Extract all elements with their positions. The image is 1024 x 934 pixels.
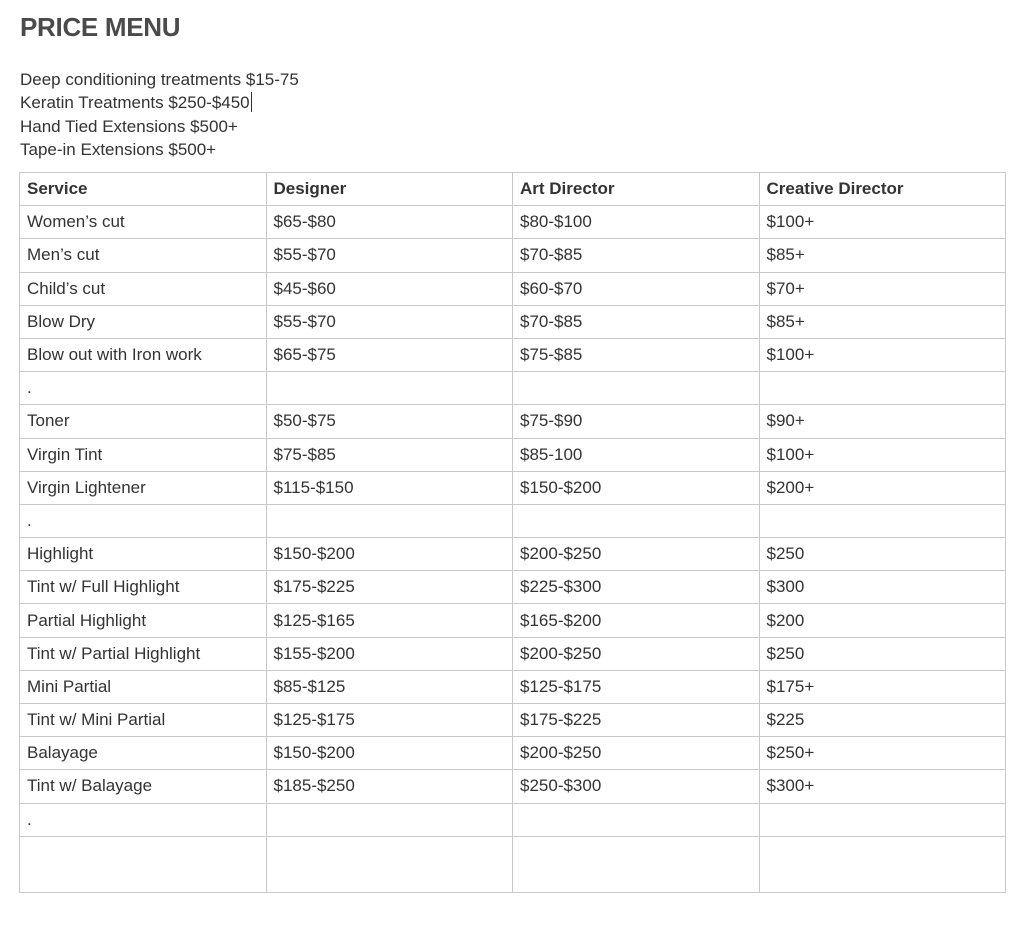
table-row <box>20 637 1006 670</box>
table-row <box>20 272 1006 305</box>
service-cell[interactable]: Mini Partial <box>20 670 267 703</box>
service-cell[interactable]: . <box>20 372 267 405</box>
service-cell[interactable]: . <box>20 504 267 537</box>
creative-director-price-cell[interactable] <box>759 372 1006 405</box>
art-director-price-cell[interactable]: $200-$250 <box>513 637 760 670</box>
table-row <box>20 239 1006 272</box>
art-director-price-cell[interactable]: $200-$250 <box>513 538 760 571</box>
designer-price-cell[interactable]: $150-$200 <box>266 538 513 571</box>
column-header-service[interactable]: Service <box>20 173 267 206</box>
table-row <box>20 836 1006 892</box>
service-cell[interactable]: Tint w/ Full Highlight <box>20 571 267 604</box>
table-row <box>20 770 1006 803</box>
art-director-price-cell[interactable]: $80-$100 <box>513 206 760 239</box>
creative-director-price-cell[interactable]: $70+ <box>759 272 1006 305</box>
table-header-row <box>20 173 1006 206</box>
service-cell[interactable]: Tint w/ Partial Highlight <box>20 637 267 670</box>
table-row <box>20 438 1006 471</box>
table-row <box>20 372 1006 405</box>
column-header-creative-director[interactable]: Creative Director <box>759 173 1006 206</box>
table-row <box>20 504 1006 537</box>
creative-director-price-cell[interactable] <box>759 504 1006 537</box>
table-row <box>20 405 1006 438</box>
designer-price-cell[interactable]: $155-$200 <box>266 637 513 670</box>
table-row <box>20 471 1006 504</box>
table-body <box>20 206 1006 893</box>
table-row <box>20 604 1006 637</box>
art-director-price-cell[interactable] <box>513 836 760 892</box>
service-cell[interactable]: Highlight <box>20 538 267 571</box>
service-cell[interactable]: Balayage <box>20 737 267 770</box>
table-row <box>20 538 1006 571</box>
page-title: PRICE MENU <box>20 12 181 42</box>
art-director-price-cell[interactable]: $70-$85 <box>513 305 760 338</box>
service-cell[interactable]: Women’s cut <box>20 206 267 239</box>
service-cell[interactable]: Blow out with Iron work <box>20 338 267 371</box>
designer-price-cell[interactable]: $55-$70 <box>266 239 513 272</box>
creative-director-price-cell[interactable] <box>759 803 1006 836</box>
creative-director-price-cell[interactable]: $300 <box>759 571 1006 604</box>
art-director-price-cell[interactable]: $60-$70 <box>513 272 760 305</box>
art-director-price-cell[interactable] <box>513 372 760 405</box>
designer-price-cell[interactable]: $50-$75 <box>266 405 513 438</box>
creative-director-price-cell[interactable]: $100+ <box>759 338 1006 371</box>
service-cell[interactable]: Blow Dry <box>20 305 267 338</box>
art-director-price-cell[interactable] <box>513 504 760 537</box>
designer-price-cell[interactable]: $125-$165 <box>266 604 513 637</box>
service-cell[interactable]: Child’s cut <box>20 272 267 305</box>
creative-director-price-cell[interactable]: $175+ <box>759 670 1006 703</box>
text-cursor <box>251 92 252 112</box>
art-director-price-cell[interactable]: $70-$85 <box>513 239 760 272</box>
table-row <box>20 803 1006 836</box>
designer-price-cell[interactable]: $75-$85 <box>266 438 513 471</box>
service-cell[interactable]: Toner <box>20 405 267 438</box>
designer-price-cell[interactable]: $65-$75 <box>266 338 513 371</box>
creative-director-price-cell[interactable]: $250 <box>759 538 1006 571</box>
art-director-price-cell[interactable] <box>513 803 760 836</box>
art-director-price-cell[interactable]: $125-$175 <box>513 670 760 703</box>
creative-director-price-cell[interactable]: $90+ <box>759 405 1006 438</box>
designer-price-cell[interactable]: $175-$225 <box>266 571 513 604</box>
column-header-art-director[interactable]: Art Director <box>513 173 760 206</box>
intro-line-hand-tied-extensions[interactable]: Hand Tied Extensions $500+ <box>20 116 238 136</box>
table-row <box>20 670 1006 703</box>
designer-price-cell[interactable]: $85-$125 <box>266 670 513 703</box>
designer-price-cell[interactable] <box>266 803 513 836</box>
art-director-price-cell[interactable]: $175-$225 <box>513 704 760 737</box>
service-cell[interactable] <box>20 836 267 892</box>
art-director-price-cell[interactable]: $75-$85 <box>513 338 760 371</box>
art-director-price-cell[interactable]: $250-$300 <box>513 770 760 803</box>
service-cell[interactable]: Tint w/ Mini Partial <box>20 704 267 737</box>
designer-price-cell[interactable]: $115-$150 <box>266 471 513 504</box>
service-cell[interactable]: Tint w/ Balayage <box>20 770 267 803</box>
designer-price-cell[interactable]: $65-$80 <box>266 206 513 239</box>
creative-director-price-cell[interactable]: $85+ <box>759 305 1006 338</box>
table-row <box>20 338 1006 371</box>
intro-line-keratin-text: Keratin Treatments $250-$450 <box>20 93 250 113</box>
creative-director-price-cell[interactable] <box>759 836 1006 892</box>
creative-director-price-cell[interactable]: $100+ <box>759 206 1006 239</box>
designer-price-cell[interactable] <box>266 504 513 537</box>
intro-line-tape-in-extensions[interactable]: Tape-in Extensions $500+ <box>20 139 217 159</box>
art-director-price-cell[interactable]: $225-$300 <box>513 571 760 604</box>
art-director-price-cell[interactable]: $75-$90 <box>513 405 760 438</box>
intro-line-deep-conditioning[interactable]: Deep conditioning treatments $15-75 <box>20 70 299 89</box>
service-cell[interactable]: Men’s cut <box>20 239 267 272</box>
creative-director-price-cell[interactable]: $225 <box>759 704 1006 737</box>
art-director-price-cell[interactable]: $85-100 <box>513 438 760 471</box>
art-director-price-cell[interactable]: $200-$250 <box>513 737 760 770</box>
service-cell[interactable]: Partial Highlight <box>20 604 267 637</box>
table-row <box>20 206 1006 239</box>
price-table <box>19 172 1006 893</box>
designer-price-cell[interactable]: $55-$70 <box>266 305 513 338</box>
column-header-designer[interactable]: Designer <box>266 173 513 206</box>
service-cell[interactable]: Virgin Tint <box>20 438 267 471</box>
intro-text-block[interactable] <box>20 68 299 161</box>
creative-director-price-cell[interactable]: $250+ <box>759 737 1006 770</box>
designer-price-cell[interactable]: $125-$175 <box>266 704 513 737</box>
table-row <box>20 704 1006 737</box>
art-director-price-cell[interactable]: $165-$200 <box>513 604 760 637</box>
service-cell[interactable]: Virgin Lightener <box>20 471 267 504</box>
creative-director-price-cell[interactable]: $200 <box>759 604 1006 637</box>
creative-director-price-cell[interactable]: $250 <box>759 637 1006 670</box>
table-row <box>20 305 1006 338</box>
service-cell[interactable]: . <box>20 803 267 836</box>
designer-price-cell[interactable] <box>266 372 513 405</box>
designer-price-cell[interactable] <box>266 836 513 892</box>
creative-director-price-cell[interactable]: $200+ <box>759 471 1006 504</box>
creative-director-price-cell[interactable]: $85+ <box>759 239 1006 272</box>
creative-director-price-cell[interactable]: $100+ <box>759 438 1006 471</box>
designer-price-cell[interactable]: $45-$60 <box>266 272 513 305</box>
designer-price-cell[interactable]: $150-$200 <box>266 737 513 770</box>
table-row <box>20 571 1006 604</box>
creative-director-price-cell[interactable]: $300+ <box>759 770 1006 803</box>
designer-price-cell[interactable]: $185-$250 <box>266 770 513 803</box>
intro-line-keratin[interactable] <box>20 91 299 114</box>
table-row <box>20 737 1006 770</box>
art-director-price-cell[interactable]: $150-$200 <box>513 471 760 504</box>
